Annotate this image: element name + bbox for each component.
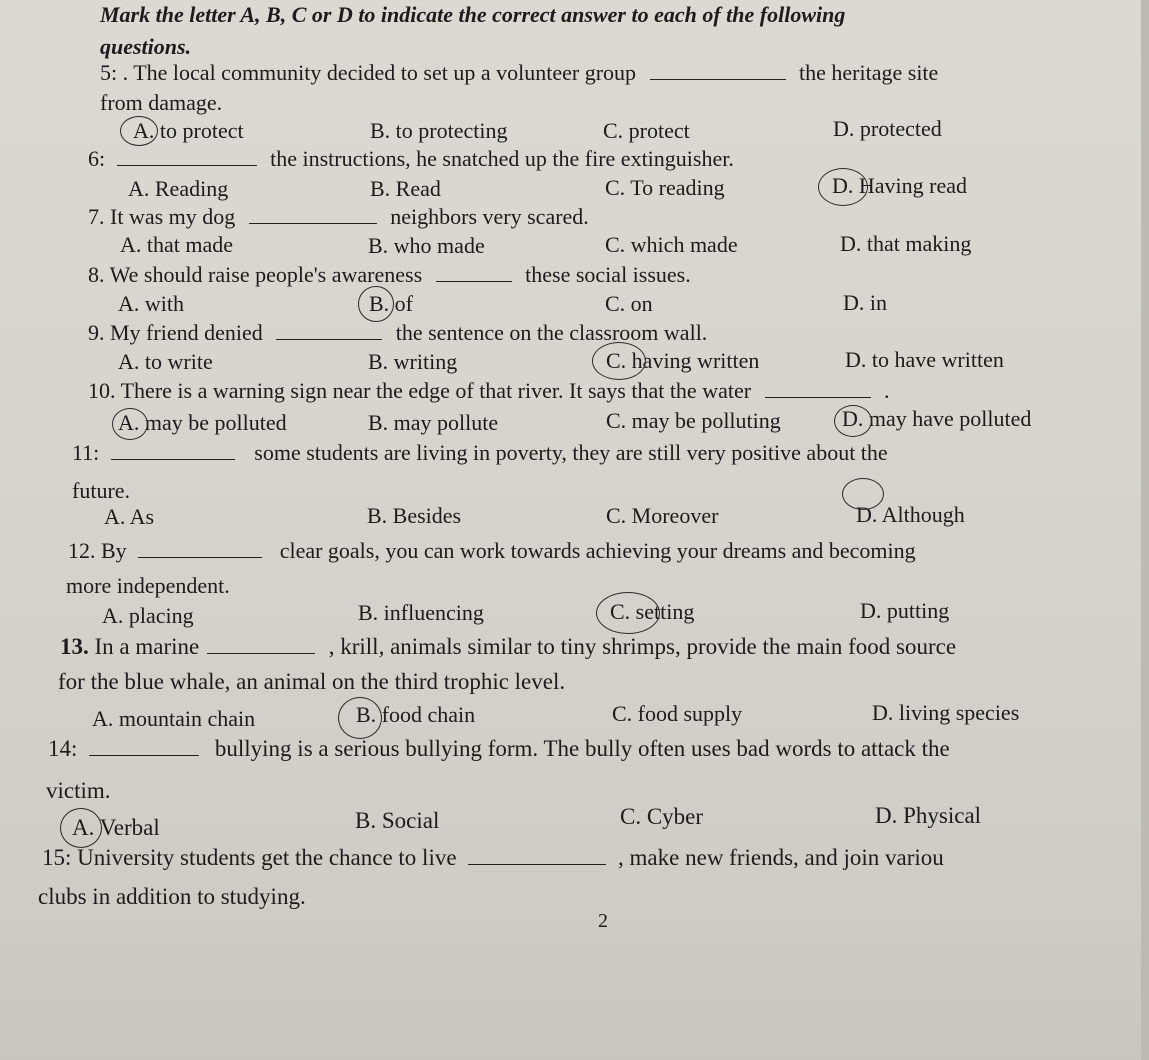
option-d: D. that making — [840, 231, 972, 256]
question-number: 11: — [72, 440, 100, 465]
option-c: C. may be polluting — [606, 408, 781, 433]
option-d: D. Physical — [875, 803, 982, 828]
option-d: D. living species — [872, 700, 1020, 725]
answer-circle-mark — [592, 342, 646, 380]
option-d: D. to have written — [845, 347, 1004, 372]
question-5-continuation: from damage. — [100, 90, 223, 115]
option-b: B. food chain — [356, 702, 476, 727]
answer-circle-mark — [60, 808, 102, 848]
answer-blank — [650, 65, 786, 80]
answer-blank — [765, 383, 871, 398]
answer-circle-mark — [596, 592, 660, 634]
question-8 — [88, 262, 691, 288]
option-c: C. setting — [610, 599, 695, 624]
question-stem-end: . — [884, 378, 890, 403]
question-stem-start: By — [101, 538, 127, 563]
question-stem-end: , make new friends, and join variou — [618, 845, 944, 870]
answer-circle-mark — [358, 286, 394, 322]
question-stem-end: clear goals, you can work towards achieving your dreams and becoming — [279, 538, 916, 563]
option-a: A. placing — [102, 603, 194, 628]
option-b: B. writing — [368, 349, 458, 374]
option-a: A. Verbal — [72, 815, 160, 840]
question-number: 15: — [42, 845, 72, 870]
question-stem-end: these social issues. — [525, 262, 691, 287]
instruction-line-2: questions. — [100, 34, 192, 59]
option-a: A. to protect — [133, 118, 244, 143]
option-c: C. which made — [605, 232, 738, 257]
answer-circle-mark — [112, 408, 148, 440]
instruction-line-1: Mark the letter A, B, C or D to indicate the correct answer to each of the following — [100, 2, 846, 27]
answer-blank — [249, 209, 377, 224]
answer-circle-mark — [834, 405, 872, 437]
answer-blank — [276, 325, 382, 340]
answer-blank — [111, 445, 235, 460]
question-number: 13. — [60, 634, 89, 659]
question-number: 5: — [100, 60, 118, 85]
option-d: D. Although — [856, 502, 965, 527]
option-d: D. putting — [860, 598, 950, 623]
question-stem: some students are living in poverty, they are still very positive about the — [254, 440, 888, 465]
question-14 — [48, 736, 950, 762]
option-b: B. to protecting — [370, 118, 508, 143]
question-number: 7. — [88, 204, 105, 229]
question-number: 12. — [68, 538, 96, 563]
question-11-continuation: future. — [72, 478, 131, 503]
option-b: B. Besides — [367, 503, 462, 528]
question-15-continuation: clubs in addition to studying. — [38, 884, 306, 909]
answer-circle-mark — [338, 697, 382, 739]
option-d: D. protected — [833, 116, 942, 141]
option-c: C. on — [605, 291, 653, 316]
option-c: C. Cyber — [620, 804, 704, 829]
option-a: A. Reading — [128, 176, 229, 201]
option-b: B. of — [369, 291, 413, 316]
question-12 — [68, 538, 916, 564]
option-a: A. that made — [120, 232, 234, 257]
question-number: 14: — [48, 736, 78, 761]
answer-blank — [117, 151, 257, 166]
answer-blank — [207, 639, 315, 654]
answer-circle-mark — [818, 168, 868, 206]
question-12-continuation: more independent. — [66, 573, 230, 598]
option-a: A. mountain chain — [92, 706, 256, 731]
option-c: C. Moreover — [606, 503, 719, 528]
option-b: B. influencing — [358, 600, 484, 625]
option-b: B. who made — [368, 233, 485, 258]
question-stem-start: My friend denied — [110, 320, 263, 345]
question-5 — [100, 60, 938, 86]
answer-blank — [138, 543, 262, 558]
option-d: D. in — [843, 290, 887, 315]
question-stem-end: the heritage site — [799, 60, 939, 85]
question-13 — [60, 634, 956, 660]
question-stem-start: University students get the chance to live — [77, 845, 457, 870]
question-stem-start: We should raise people's awareness — [109, 262, 423, 287]
option-a: A. with — [118, 291, 184, 316]
option-d: D. may have polluted — [842, 406, 1032, 431]
question-stem-end: the sentence on the classroom wall. — [395, 320, 708, 345]
option-a: A. to write — [118, 349, 213, 374]
option-a: A. may be polluted — [118, 410, 287, 435]
option-c: C. To reading — [605, 175, 725, 200]
answer-circle-mark — [120, 116, 158, 146]
question-stem-start: It was my dog — [110, 204, 236, 229]
question-7 — [88, 204, 589, 230]
question-stem-start: In a marine — [94, 634, 200, 659]
question-6 — [88, 146, 734, 172]
option-b: B. Social — [355, 808, 440, 833]
question-13-continuation: for the blue whale, an animal on the third trophic level. — [58, 669, 566, 694]
question-stem: the instructions, he snatched up the fire extinguisher. — [270, 146, 734, 171]
question-stem: bullying is a serious bullying form. The bully often uses bad words to attack the — [214, 736, 950, 761]
question-stem-start: There is a warning sign near the edge of that river. It says that the water — [120, 378, 752, 403]
answer-blank — [468, 850, 606, 865]
question-number: 6: — [88, 146, 106, 171]
question-15 — [42, 845, 944, 871]
option-a: A. As — [104, 504, 155, 529]
answer-circle-mark — [842, 478, 884, 510]
question-number: 10. — [88, 378, 116, 403]
page-number: 2 — [598, 910, 608, 932]
question-stem-start: . The local community decided to set up a volunteer group — [122, 60, 637, 85]
answer-blank — [436, 267, 512, 282]
question-stem-end: neighbors very scared. — [390, 204, 589, 229]
option-c: C. protect — [603, 118, 690, 143]
question-number: 9. — [88, 320, 105, 345]
question-14-continuation: victim. — [46, 778, 111, 803]
answer-blank — [89, 741, 199, 756]
option-b: B. may pollute — [368, 410, 499, 435]
option-c: C. having written — [606, 348, 760, 373]
question-10 — [88, 378, 890, 404]
question-number: 8. — [88, 262, 105, 287]
question-stem-end: , krill, animals similar to tiny shrimps, provide the main food source — [328, 634, 957, 659]
page-edge-shadow — [1141, 0, 1149, 1060]
option-b: B. Read — [370, 176, 441, 201]
option-d: D. Having read — [832, 173, 968, 198]
option-c: C. food supply — [612, 701, 743, 726]
question-11 — [72, 440, 888, 466]
